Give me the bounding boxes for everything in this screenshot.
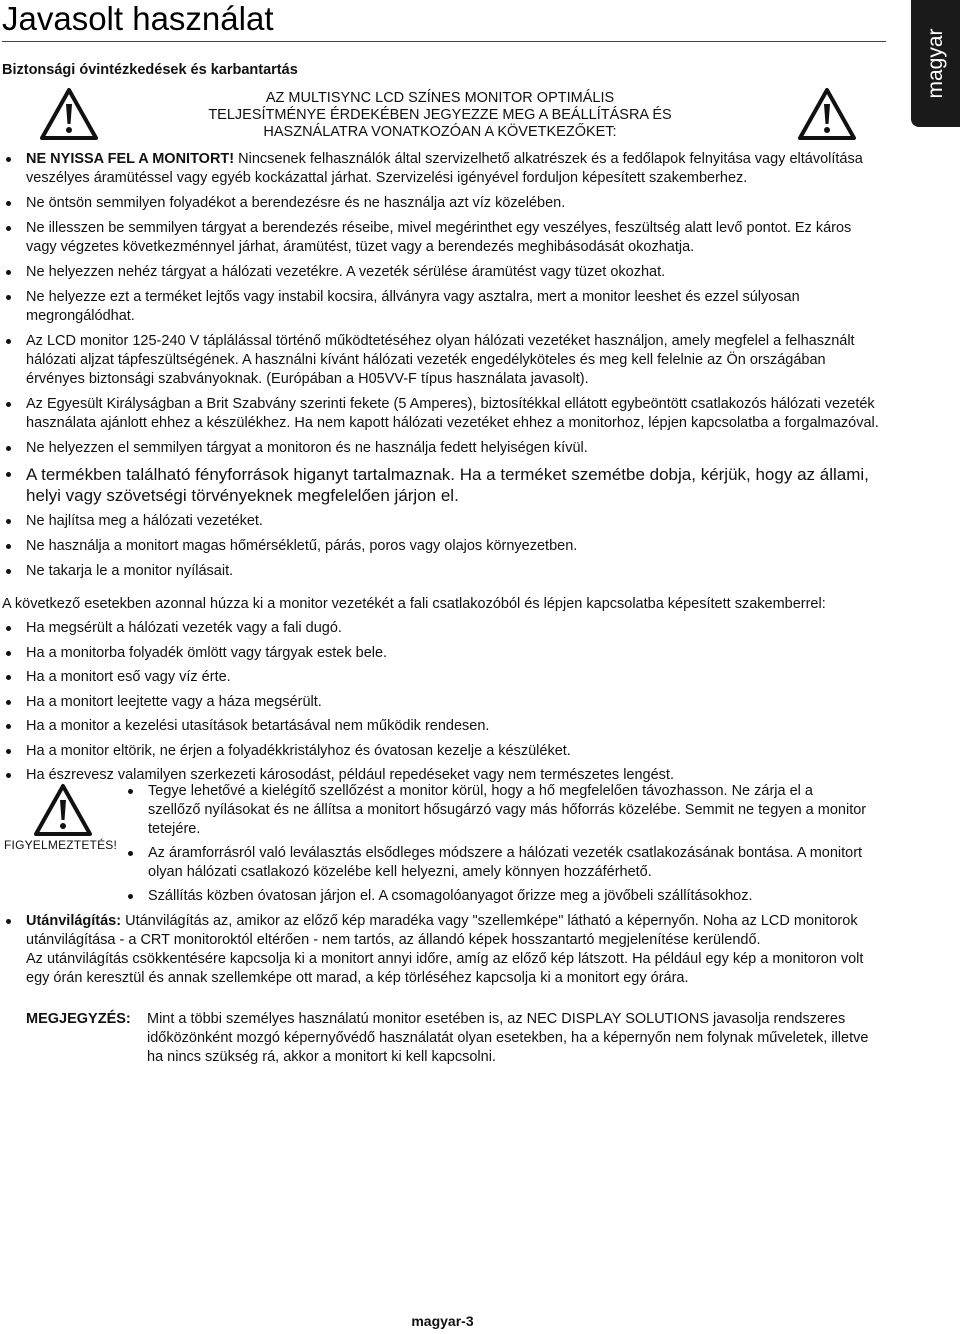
caution-list <box>124 782 869 911</box>
list-item <box>2 263 882 282</box>
language-tab <box>911 0 960 127</box>
disconnect-list <box>2 619 882 791</box>
list-item: Ha észrevesz valamilyen szerkezeti károsodást, például repedéseket vagy nem természetes lengést. <box>2 766 882 785</box>
page-footer: magyar-3 <box>411 1313 474 1329</box>
caution-label: FIGYELMEZTETÉS! <box>4 838 118 852</box>
item-text: Nincsenek felhasználók által szervizelhető alkatrészek és a fedőlapok felnyitása vagy eltávolítása veszélyes áramütéssel vagy egyéb kockázattal járhat. Szervizelési igényével forduljon képesített szakemberhez. <box>26 151 863 186</box>
item-text: Ne illesszen be semmilyen tárgyat a berendezés réseibe, mivel megérinthet egy veszélyes, feszültség alatt levő pontot. Ez káros vagy végzetes következménnyel járhat, áramütést, tüzet vagy a berendezés meghibásodását okozhatja. <box>26 220 852 255</box>
safety-list <box>2 150 882 587</box>
item-text: Ne használja a monitort magas hőmérsékletű, párás, poros vagy olajos környezetben. <box>26 538 578 554</box>
page-title: Javasolt használat <box>2 0 274 37</box>
item-text: Utánvilágítás az, amikor az előző kép maradéka vagy "szellemképe" látható a képernyőn. Noha az LCD monitorok utánvilágítása - a CRT monitoroktól eltérően - nem tartós, az állandó képek hosszantartó megjelenítése kerülendő. <box>26 913 858 948</box>
warning-triangle-icon <box>38 86 100 142</box>
section-heading: Biztonsági óvintézkedések és karbantartás <box>2 62 298 78</box>
note-text: Mint a többi személyes használatú monitor esetében is, az NEC DISPLAY SOLUTIONS javasolja rendszeres időközönként mozgó képernyővédő használatát olyan esetekben, ha a képernyőn nem folynak műveletek, illetve ha nincs szükség rá, akkor a monitort ki kell kapcsolni. <box>147 1011 869 1065</box>
list-item <box>2 194 882 213</box>
list-item <box>2 562 882 581</box>
list-item <box>2 395 882 433</box>
list-item: Ha a monitort eső vagy víz érte. <box>2 668 882 687</box>
note-label: MEGJEGYZÉS: <box>26 1011 131 1027</box>
list-item: Ha a monitor eltörik, ne érjen a folyadékkristályhoz és óvatosan kezelje a készüléket. <box>2 742 882 761</box>
item-text: Ne hajlítsa meg a hálózati vezetéket. <box>26 513 263 529</box>
warning-triangle-icon <box>32 782 94 838</box>
item-text: Ne helyezzen nehéz tárgyat a hálózati vezetékre. A vezeték sérülése áramütést vagy tüzet okozhat. <box>26 264 666 280</box>
warning-triangle-icon <box>796 86 858 142</box>
title-divider <box>2 41 886 42</box>
warning-line: AZ MULTISYNC LCD SZÍNES MONITOR OPTIMÁLIS <box>265 90 615 106</box>
item-text: Ne helyezze ezt a terméket lejtős vagy instabil kocsira, állványra vagy asztalra, mert a monitor leeshet és ezzel súlyosan megrongálódhat. <box>26 289 800 324</box>
list-item: Ha a monitorba folyadék ömlött vagy tárgyak estek bele. <box>2 644 882 663</box>
warning-line: TELJESÍTMÉNYE ÉRDEKÉBEN JEGYEZZE MEG A BEÁLLÍTÁSRA ÉS <box>208 107 672 123</box>
afterimage-list <box>2 912 882 994</box>
list-item: Az áramforrásról való leválasztás elsődleges módszere a hálózati vezeték csatlakozásának bontása. A monitort olyan hálózati csatlakozó közelébe kell helyezni, amely könnyen hozzáférhető. <box>124 844 869 882</box>
list-item: Ha a monitort leejtette vagy a háza megsérült. <box>2 693 882 712</box>
mercury-item <box>2 464 882 506</box>
list-item <box>2 537 882 556</box>
item-text: Ne takarja le a monitor nyílásait. <box>26 563 234 579</box>
list-item <box>2 219 882 257</box>
note-block <box>26 1010 876 1067</box>
list-item: Ha a monitor a kezelési utasítások betartásával nem működik rendesen. <box>2 717 882 736</box>
list-item <box>2 332 882 389</box>
list-item <box>2 150 882 188</box>
item-lead: Utánvilágítás: <box>26 913 122 929</box>
item-text: Az Egyesült Királyságban a Brit Szabvány szerinti fekete (5 Amperes), biztosítékkal ellátott egybeöntött csatlakozós hálózati vezeték használata ajánlott ehhez a készülékhez. Ha nem kapott hálózati vezetéket ehhez a monitorhoz, lépjen kapcsolatba a forgalmazóval. <box>26 396 879 431</box>
list-item: Ha megsérült a hálózati vezeték vagy a fali dugó. <box>2 619 882 638</box>
list-item: Szállítás közben óvatosan járjon el. A csomagolóanyagot őrizze meg a jövőbeli szállításokhoz. <box>124 887 869 906</box>
item-text: Az utánvilágítás csökkentésére kapcsolja ki a monitort annyi időre, amíg az előző kép látszott. Ha például egy kép a monitoron volt egy órán keresztül és annak szellemképe ott marad, a kép törléséhez kapcsolja ki a monitort egy órára. <box>26 951 864 986</box>
item-text: A termékben található fényforrások higanyt tartalmaznak. Ha a terméket szemétbe dobja, kérjük, hogy az állami, helyi vagy szövetségi törvényeknek megfelelően járjon el. <box>26 465 869 505</box>
list-item <box>2 288 882 326</box>
warning-notice <box>180 90 700 141</box>
list-item <box>2 439 882 458</box>
language-tab-label: magyar <box>924 28 947 99</box>
afterimage-item <box>2 912 882 988</box>
disconnect-intro: A következő esetekben azonnal húzza ki a monitor vezetékét a fali csatlakozóból és lépjen kapcsolatba képesített szakemberrel: <box>2 596 826 612</box>
item-lead: NE NYISSA FEL A MONITORT! <box>26 151 235 167</box>
item-text: Az LCD monitor 125-240 V táplálással történő működtetéséhez olyan hálózati vezetéket használjon, amely megfelel a felhasznált hálózati aljzat tápfeszültségének. A használni kívánt hálózati vezeték engedélyköteles és meg kell felelnie az Ön országában érvényes biztonsági szabványoknak. (Európában a H05VV-F típus használata javasolt). <box>26 333 855 387</box>
item-text: Ne öntsön semmilyen folyadékot a berendezésre és ne használja azt víz közelében. <box>26 195 566 211</box>
warning-line: HASZNÁLATRA VONATKOZÓAN A KÖVETKEZŐKET: <box>263 124 617 140</box>
list-item <box>2 512 882 531</box>
list-item: Tegye lehetővé a kielégítő szellőzést a monitor körül, hogy a hő megfelelően távozhasson. Ne zárja el a szellőző nyílásokat és ne állítsa a monitort hősugárzó vagy más hőforrás közelébe. Semmit ne tegyen a monitor tetejére. <box>124 782 869 839</box>
item-text: Ne helyezzen el semmilyen tárgyat a monitoron és ne használja fedett helyiségen kívül. <box>26 440 588 456</box>
